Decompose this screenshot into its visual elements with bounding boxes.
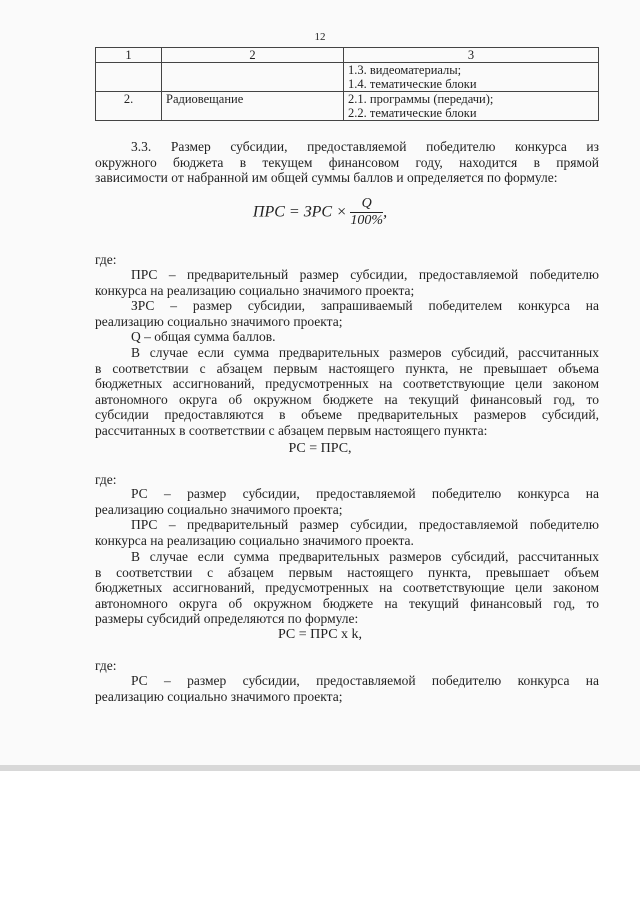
text-line: бюджетных ассигнований, предусмотренных на соответствующие цели законом (95, 376, 599, 392)
paragraph-3-3 (95, 139, 599, 186)
table-cell: 1.3. видеоматериалы; (344, 63, 599, 78)
text-line: 3.3. Размер субсидии, предоставляемой победителю конкурса из (131, 139, 599, 154)
subsidy-table (95, 47, 599, 121)
text-line: ПРС – предварительный размер субсидии, предоставляемой победителю (131, 267, 599, 282)
where-label: где: (95, 472, 117, 487)
text-line: субсидии предоставляются в объеме предварительных размеров субсидий, (95, 407, 599, 423)
table-header-row (96, 48, 599, 63)
table-cell: Радиовещание (162, 92, 344, 121)
text-line: окружного бюджета в текущем финансовом году, находится в прямой (95, 154, 599, 170)
definitions-3 (95, 673, 599, 704)
paragraph-case-1 (95, 345, 599, 439)
formula-rs-2: РС = ПРС х k, (277, 627, 363, 642)
text-line: Q – общая сумма баллов. (131, 329, 276, 345)
formula-prs (0, 196, 640, 229)
text-line: зависимости от набранной им общей суммы баллов и определяется по формуле: (95, 170, 558, 186)
text-line: В случае если сумма предварительных размеров субсидий, рассчитанных (131, 549, 599, 564)
table-cell: 1.4. тематические блоки (344, 77, 599, 92)
table-cell: 2.1. программы (передачи); (344, 92, 599, 107)
table-cell (96, 63, 162, 92)
text-line: РС – размер субсидии, предоставляемой победителю конкурса на (131, 673, 599, 688)
formula-numerator: Q (350, 196, 383, 213)
table-cell (162, 63, 344, 92)
blank-area (0, 771, 640, 905)
where-label: где: (95, 658, 117, 673)
table-cell: 2. (96, 92, 162, 121)
text-line: конкурса на реализацию социально значимого проекта; (95, 282, 415, 298)
formula-fraction (350, 196, 383, 229)
table-row (96, 63, 599, 78)
text-line: автономного округа об окружном бюджете на текущий финансовый год, то (95, 391, 599, 407)
text-line: реализацию социально значимого проекта; (95, 688, 343, 704)
text-line: бюджетных ассигнований, предусмотренных на соответствующие цели законом (95, 580, 599, 596)
text-line: в соответствии с абзацем первым настоящего пункта, не превышает объема (95, 360, 599, 376)
formula-lhs: ПРС = ЗРС × (252, 203, 347, 221)
formula-denominator: 100% (350, 213, 384, 228)
text-line: ЗРС – размер субсидии, запрашиваемый победителем конкурса на (131, 298, 599, 314)
definitions-2 (95, 486, 599, 548)
text-line: В случае если сумма предварительных размеров субсидий, рассчитанных (131, 345, 599, 360)
formula-tail: , (383, 203, 388, 221)
paragraph-case-2 (95, 549, 599, 627)
where-label: где: (95, 252, 117, 267)
text-line: РС – размер субсидии, предоставляемой победителю конкурса на (131, 486, 599, 501)
text-line: рассчитанных в соответствии с абзацем первым настоящего пункта: (95, 422, 488, 438)
table-header-cell: 1 (96, 48, 162, 63)
text-line: ПРС – предварительный размер субсидии, предоставляемой победителю (131, 517, 599, 533)
page-number: 12 (314, 31, 326, 43)
text-line: в соответствии с абзацем первым настоящего пункта, превышает объем (95, 564, 599, 580)
text-line: размеры субсидий определяются по формуле: (95, 611, 359, 627)
table-header-cell: 2 (162, 48, 344, 63)
definitions-1 (95, 267, 599, 345)
text-line: конкурса на реализацию социально значимого проекта. (95, 532, 414, 548)
text-line: автономного округа об окружном бюджете на текущий финансовый год, то (95, 595, 599, 611)
table-row (96, 92, 599, 107)
table-cell: 2.2. тематические блоки (344, 106, 599, 121)
formula-rs-1: РС = ПРС, (288, 441, 352, 456)
text-line: реализацию социально значимого проекта; (95, 501, 343, 517)
text-line: реализацию социально значимого проекта; (95, 313, 343, 329)
table-header-cell: 3 (344, 48, 599, 63)
